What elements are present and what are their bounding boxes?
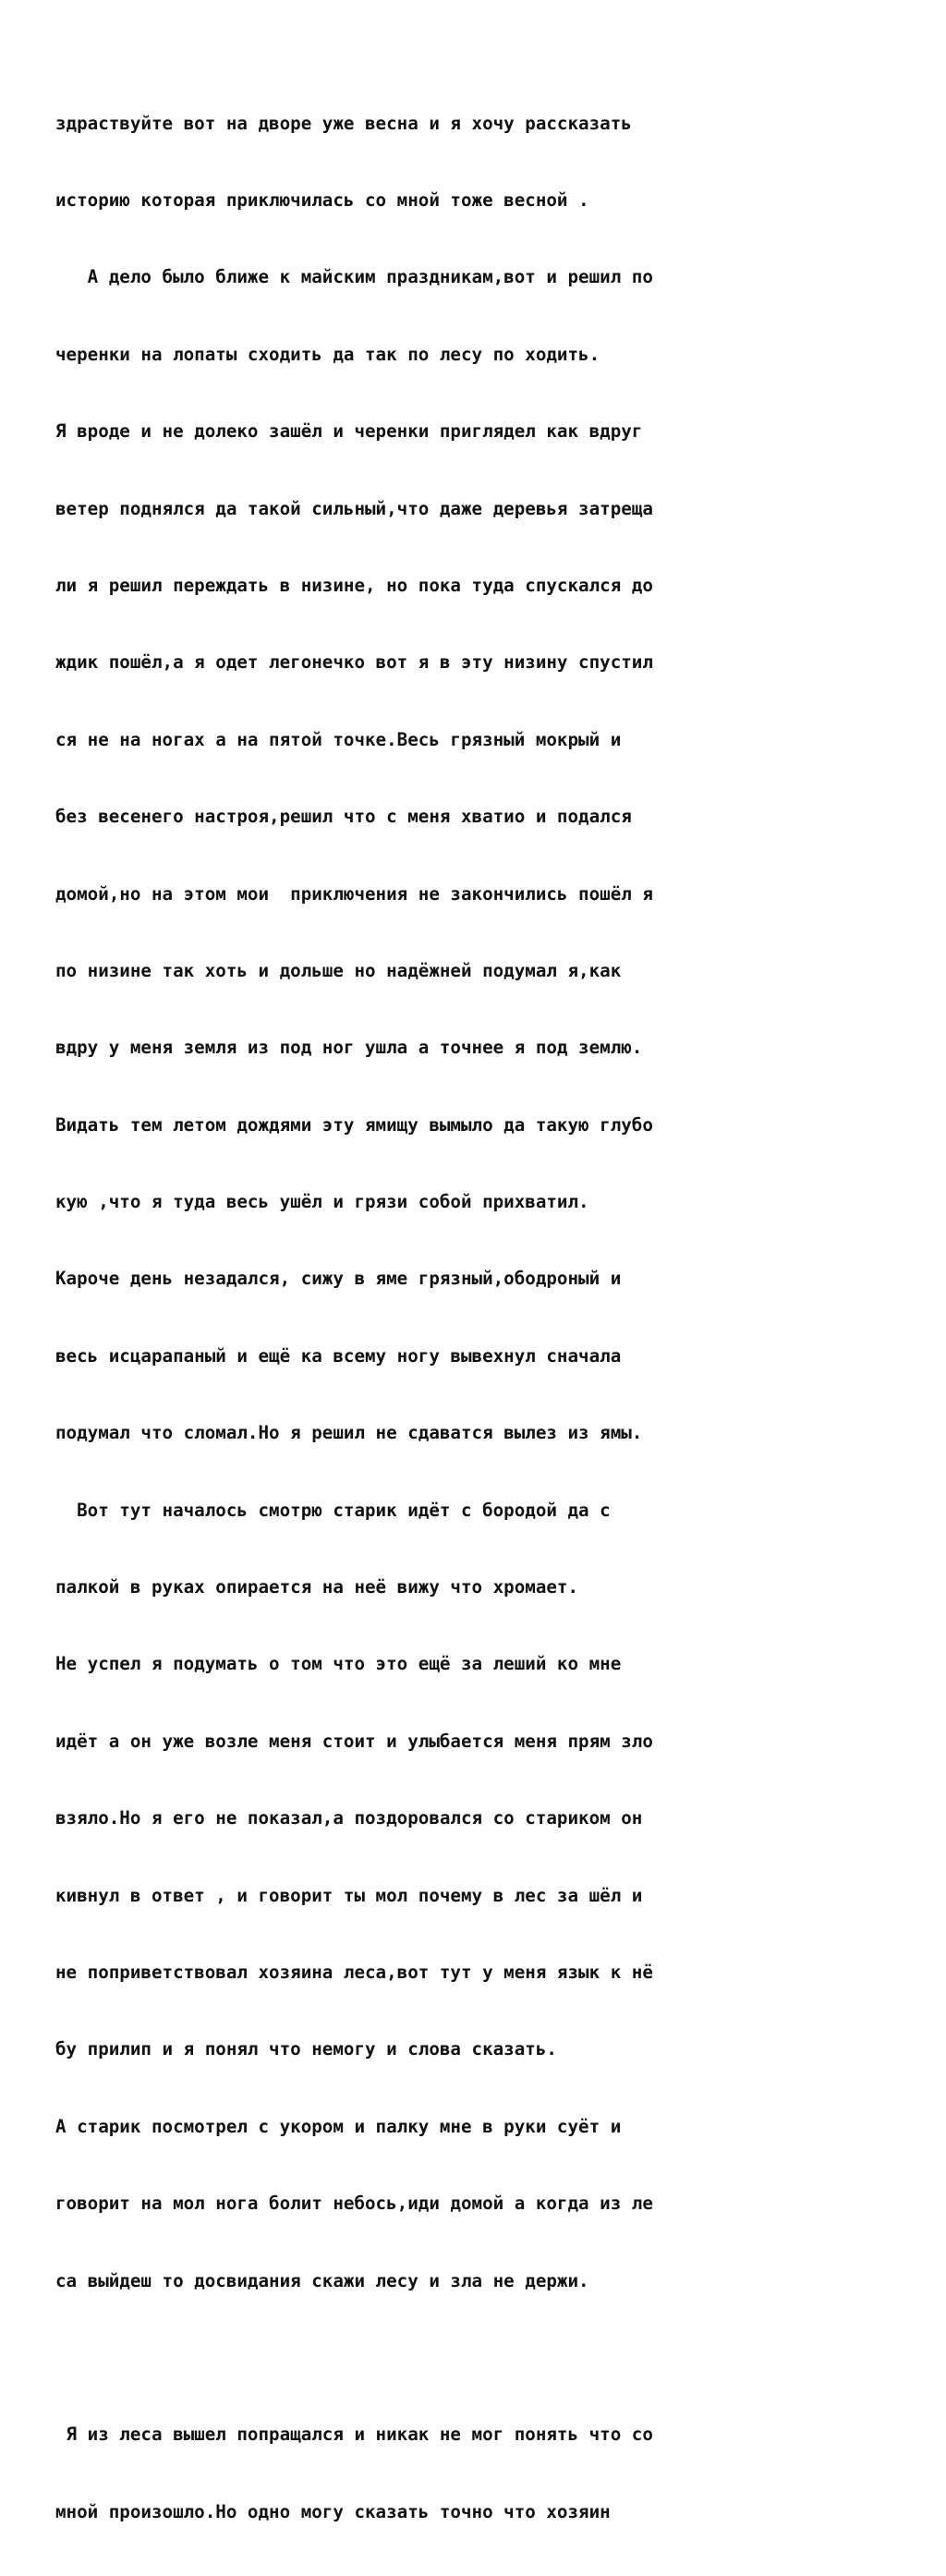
typewritten-story bbox=[55, 59, 933, 2576]
text-line: палкой в руках опирается на неё вижу что хромает. bbox=[55, 1576, 579, 1598]
text-line: мной произошло.Но одно могу сказать точно что хозяин bbox=[55, 2500, 611, 2522]
text-line: историю которая приключилась со мной тоже весной . bbox=[55, 188, 589, 211]
text-line: Я вроде и не долеко зашёл и черенки приглядел как вдруг bbox=[55, 420, 643, 443]
text-line: А старик посмотрел с укором и палку мне в руки суёт и bbox=[55, 2115, 622, 2137]
text-line: подумал что сломал.Но я решил не сдаватся вылез из ямы. bbox=[55, 1422, 643, 1444]
text-line: по низине так хоть и дольше но надёжней подумал я,как bbox=[55, 959, 622, 981]
text-line: ся не на ногах а на пятой точке.Весь грязный мокрый и bbox=[55, 728, 622, 750]
blank-line bbox=[55, 2345, 933, 2371]
text-line: идёт а он уже возле меня стоит и улыбается меня прям зло bbox=[55, 1730, 653, 1752]
text-line: ждик пошёл,а я одет легонечко вот я в эту низину спустил bbox=[55, 651, 653, 674]
text-line: бу прилип и я понял что немогу и слова сказать. bbox=[55, 2038, 557, 2060]
text-line: Я из леса вышел попращался и никак не мог понять что со bbox=[55, 2424, 653, 2446]
text-line: Видать тем летом дождями эту ямищу вымыло да такую глубо bbox=[55, 1113, 653, 1136]
text-line: Кароче день незадался, сижу в яме грязный,ободроный и bbox=[55, 1268, 622, 1290]
text-line: взяло.Но я его не показал,а поздоровался со стариком он bbox=[55, 1807, 643, 1829]
text-line: вдру у меня земля из под ног ушла а точнее я под землю. bbox=[55, 1037, 643, 1059]
text-line: са выйдеш то досвидания скажи лесу и зла не держи. bbox=[55, 2269, 589, 2291]
text-line: здраствуйте вот на дворе уже весна и я хочу рассказать bbox=[55, 112, 632, 134]
text-line: А дело было ближе к майским праздникам,вот и решил по bbox=[55, 266, 653, 288]
text-line: домой,но на этом мои приключения не закончились пошёл я bbox=[55, 882, 653, 905]
text-line: кую ,что я туда весь ушёл и грязи собой прихватил. bbox=[55, 1191, 589, 1213]
text-line: черенки на лопаты сходить да так по лесу по ходить. bbox=[55, 343, 600, 365]
text-line: ли я решил переждать в низине, но пока туда спускался до bbox=[55, 574, 653, 596]
text-line: без весенего настроя,решил что с меня хватио и подался bbox=[55, 806, 632, 828]
text-line: говорит на мол нога болит небось,иди домой а когда из ле bbox=[55, 2193, 653, 2215]
text-line: Не успел я подумать о том что это ещё за леший ко мне bbox=[55, 1653, 622, 1675]
text-line: кивнул в ответ , и говорит ты мол почему в лес за шёл и bbox=[55, 1884, 643, 1906]
text-line: ветер поднялся да такой сильный,что даже деревья затреща bbox=[55, 497, 653, 519]
text-line: Вот тут началось смотрю старик идёт с бородой да с bbox=[55, 1499, 611, 1521]
text-line: не поприветствовал хозяина леса,вот тут у меня язык к нё bbox=[55, 1961, 653, 1983]
text-line: весь исцарапаный и ещё ка всему ногу вывехнул сначала bbox=[55, 1344, 622, 1367]
